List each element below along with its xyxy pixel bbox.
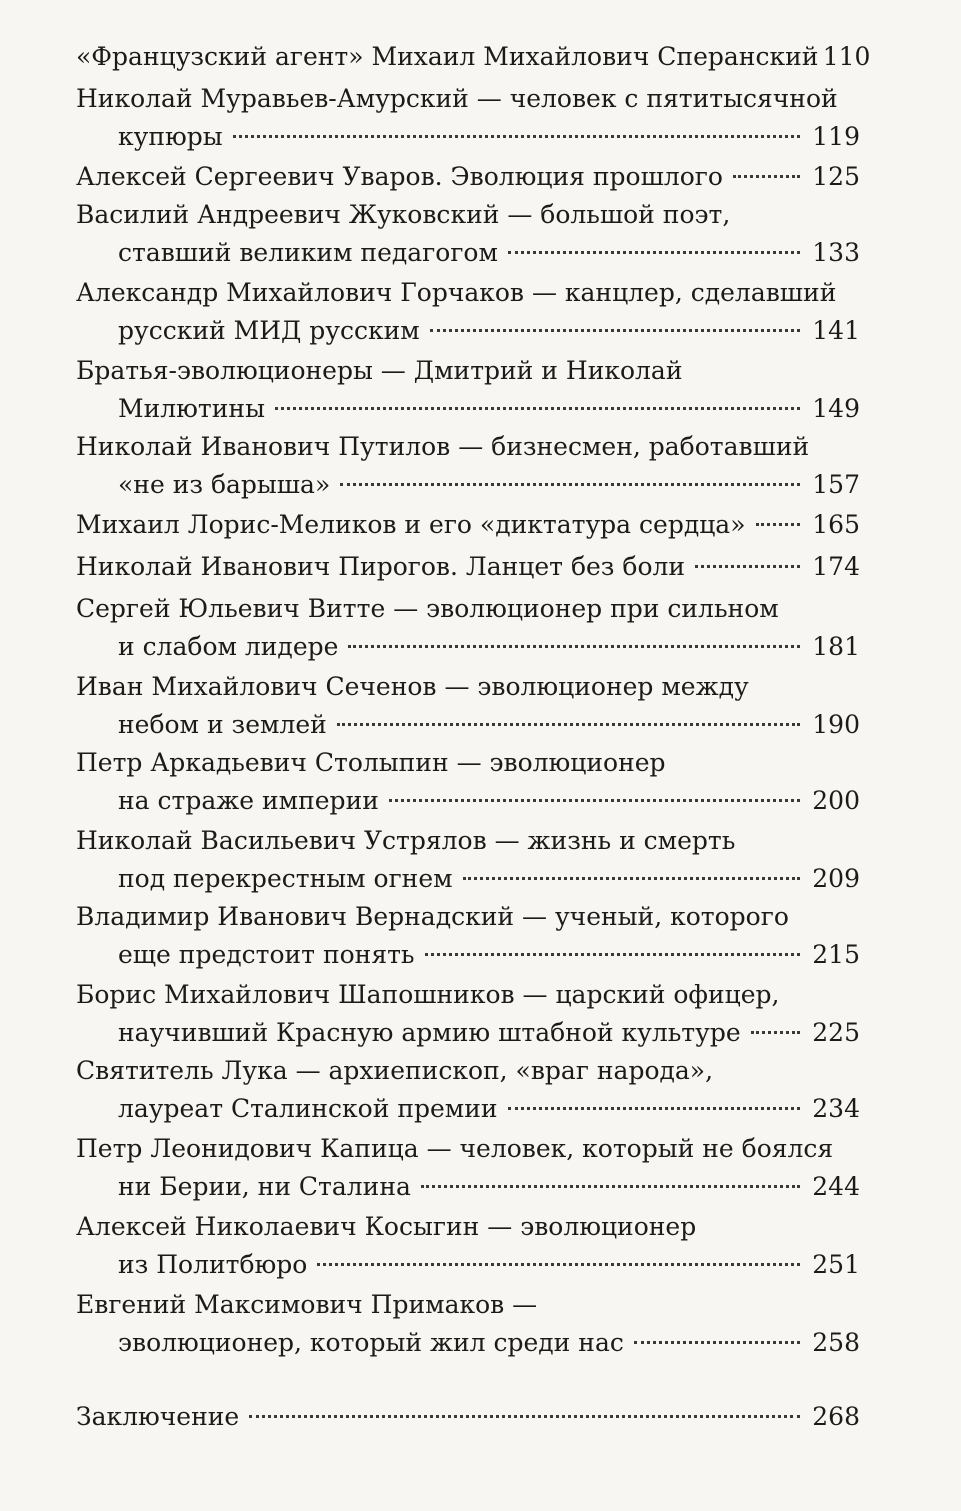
dot-leader	[508, 250, 800, 254]
toc-entry-line	[76, 1286, 860, 1324]
toc-entry-title: еще предстоит понять	[118, 940, 415, 969]
dot-leader	[317, 1262, 800, 1266]
toc-entry	[76, 38, 871, 76]
toc-entry-line	[76, 898, 860, 936]
dot-leader	[756, 522, 801, 526]
toc-entry-line	[76, 590, 860, 628]
toc-page-number: 215	[812, 940, 860, 969]
toc-entry-line	[76, 1090, 860, 1128]
toc-entry-line	[76, 118, 860, 156]
toc-entry-line	[76, 1052, 860, 1090]
toc-entry-line	[76, 744, 860, 782]
dot-leader	[463, 876, 800, 880]
toc-entry-title: небом и землей	[118, 710, 327, 739]
dot-leader	[751, 1030, 800, 1034]
toc-entry	[76, 1052, 860, 1128]
toc-entry-title: Василий Андреевич Жуковский — большой поэт,	[76, 200, 731, 229]
toc-entry-line	[76, 274, 860, 312]
toc-entry-line	[76, 1130, 860, 1168]
toc-entry-title: Иван Михайлович Сеченов — эволюционер между	[76, 672, 749, 701]
toc-page-number: 244	[812, 1172, 860, 1201]
toc-entry-title: ставший великим педагогом	[118, 238, 498, 267]
toc-page-number: 174	[812, 552, 860, 581]
dot-leader	[348, 644, 800, 648]
toc-entry-line	[76, 782, 860, 820]
toc-page-number: 119	[812, 122, 860, 151]
toc-entry-title: Николай Васильевич Устрялов — жизнь и смерть	[76, 826, 736, 855]
dot-leader	[275, 406, 800, 410]
toc-page-number: 165	[812, 510, 860, 539]
toc-entry-line	[76, 352, 860, 390]
toc-entry-title: Евгений Максимович Примаков —	[76, 1290, 538, 1319]
toc-entry-title: научивший Красную армию штабной культуре	[118, 1018, 741, 1047]
toc-entry-title: «не из барыша»	[118, 470, 331, 499]
dot-leader	[733, 174, 800, 178]
dot-leader	[340, 482, 800, 486]
toc-entry-title: лауреат Сталинской премии	[118, 1094, 498, 1123]
dot-leader	[695, 564, 800, 568]
toc-entry-title: под перекрестным огнем	[118, 864, 453, 893]
toc-entry-title: Владимир Иванович Вернадский — ученый, которого	[76, 902, 789, 931]
toc-entry	[76, 1130, 860, 1206]
toc-page-number: 157	[812, 470, 860, 499]
toc-page-number: 209	[812, 864, 860, 893]
toc-entry-title: Алексей Сергеевич Уваров. Эволюция прошлого	[76, 162, 723, 191]
toc-page-number: 258	[812, 1328, 860, 1357]
toc-entry-line	[76, 1208, 860, 1246]
toc-entry-title: на страже империи	[118, 786, 379, 815]
toc-entry-title: эволюционер, который жил среди нас	[118, 1328, 624, 1357]
dot-leader	[421, 1184, 800, 1188]
toc-entry-line	[76, 312, 860, 350]
toc-entry-title: Сергей Юльевич Витте — эволюционер при сильном	[76, 594, 779, 623]
dot-leader	[508, 1106, 800, 1110]
toc-entry-title: Заключение	[76, 1402, 240, 1431]
toc-entry	[76, 822, 860, 898]
toc-entry-line	[76, 1246, 860, 1284]
toc-page-number: 110	[822, 42, 871, 71]
toc-entry-title: Николай Иванович Путилов — бизнесмен, работавший	[76, 432, 810, 461]
toc-entry-title: Николай Муравьев-Амурский — человек с пятитысячной	[76, 84, 838, 113]
toc-entry-line	[76, 1168, 860, 1206]
toc-entry	[76, 668, 860, 744]
toc-entry-line	[76, 38, 871, 76]
toc-page-number: 225	[812, 1018, 860, 1047]
dot-leader	[425, 952, 800, 956]
toc-entry-line	[76, 1324, 860, 1362]
toc-entry	[76, 80, 860, 156]
toc-page-number: 200	[812, 786, 860, 815]
toc-entry-line	[76, 976, 860, 1014]
toc-page-number: 141	[812, 316, 860, 345]
toc-page-number: 268	[812, 1402, 860, 1431]
toc-page-number: 234	[812, 1094, 860, 1123]
toc-entry	[76, 274, 860, 350]
toc-entry-line	[76, 1398, 860, 1436]
toc-entry	[76, 1286, 860, 1362]
toc-entry	[76, 1208, 860, 1284]
toc-entry-title: Николай Иванович Пирогов. Ланцет без боли	[76, 552, 686, 581]
toc-page-number: 181	[812, 632, 860, 661]
dot-leader	[249, 1414, 800, 1418]
toc-entry-title: Михаил Лорис-Меликов и его «диктатура сердца»	[76, 510, 746, 539]
toc-entry-line	[76, 158, 860, 196]
toc-entry-line	[76, 80, 860, 118]
toc-entry-title: из Политбюро	[118, 1250, 308, 1279]
toc-entry-title: Милютины	[118, 394, 265, 423]
toc-entry	[76, 428, 860, 504]
toc-entry-title: Петр Леонидович Капица — человек, который не боялся	[76, 1134, 834, 1163]
toc-entry	[76, 898, 860, 974]
dot-leader	[233, 134, 800, 138]
toc-page-number: 251	[812, 1250, 860, 1279]
toc-entry	[76, 976, 860, 1052]
toc-entry-line	[76, 668, 860, 706]
toc-entry-title: Братья-эволюционеры — Дмитрий и Николай	[76, 356, 683, 385]
toc-entry	[76, 548, 860, 586]
toc-entry-line	[76, 628, 860, 666]
toc-entry-title: Борис Михайлович Шапошников — царский офицер,	[76, 980, 780, 1009]
toc-entry-title: Александр Михайлович Горчаков — канцлер, сделавший	[76, 278, 837, 307]
toc-entry-line	[76, 428, 860, 466]
toc-page-number: 133	[812, 238, 860, 267]
toc-entry-title: купюры	[118, 122, 223, 151]
toc-entry	[76, 590, 860, 666]
toc-entry-title: Петр Аркадьевич Столыпин — эволюционер	[76, 748, 666, 777]
toc-entry-line	[76, 466, 860, 504]
dot-leader	[389, 798, 800, 802]
toc-entry	[76, 506, 860, 544]
toc-page-number: 149	[812, 394, 860, 423]
toc-entry	[76, 158, 860, 196]
toc-entry-title: Святитель Лука — архиепископ, «враг народа»,	[76, 1056, 714, 1085]
dot-leader	[337, 722, 800, 726]
toc-entry-title: русский МИД русским	[118, 316, 420, 345]
toc-entry	[76, 1398, 860, 1436]
toc-entry-title: «Французский агент» Михаил Михайлович Сперанский	[76, 42, 819, 71]
toc-entry-line	[76, 936, 860, 974]
toc-entry-line	[76, 196, 860, 234]
toc-entry-line	[76, 234, 860, 272]
toc-entry-line	[76, 506, 860, 544]
toc-entry-line	[76, 860, 860, 898]
toc-entry-line	[76, 822, 860, 860]
dot-leader	[430, 328, 800, 332]
toc-entry	[76, 196, 860, 272]
toc-entry	[76, 352, 860, 428]
toc-entry-title: Алексей Николаевич Косыгин — эволюционер	[76, 1212, 697, 1241]
toc-entry-title: ни Берии, ни Сталина	[118, 1172, 411, 1201]
dot-leader	[634, 1340, 800, 1344]
toc-entry-line	[76, 706, 860, 744]
toc-entry-line	[76, 548, 860, 586]
toc-entry-title: и слабом лидере	[118, 632, 339, 661]
toc-entry-line	[76, 390, 860, 428]
toc-entry	[76, 744, 860, 820]
toc-entry-line	[76, 1014, 860, 1052]
toc-page-number: 125	[812, 162, 860, 191]
toc-page-number: 190	[812, 710, 860, 739]
